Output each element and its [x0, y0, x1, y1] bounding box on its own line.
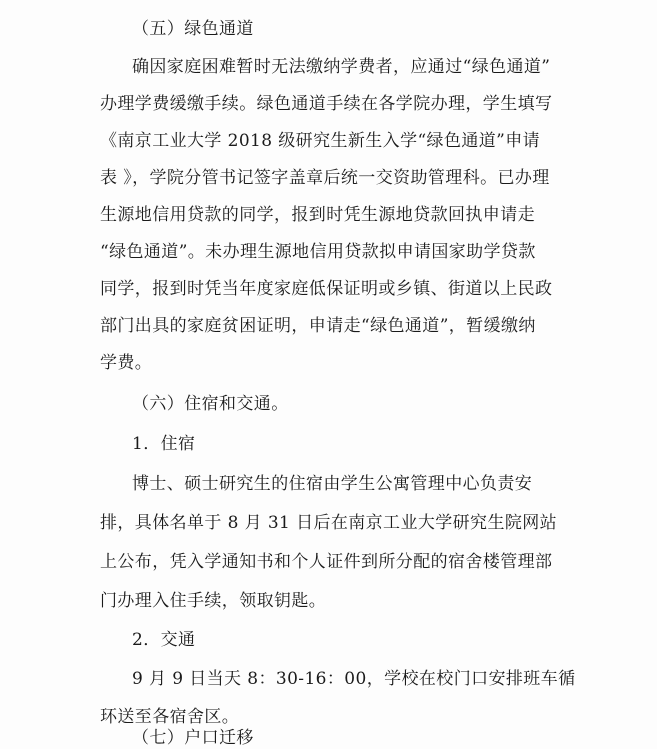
green-channel-para-line: 同学，报到时凭当年度家庭低保证明或乡镇、街道以上民政	[100, 279, 553, 299]
green-channel-para-line: 生源地信用贷款的同学，报到时凭生源地贷款回执申请走	[100, 205, 535, 225]
transport-para-line: 环送至各宿舍区。	[100, 707, 240, 727]
transport-para-line: 9 月 9 日当天 8：30-16：00，学校在校门口安排班车循	[132, 669, 576, 689]
housing-para-line: 排，具体名单于 8 月 31 日后在南京工业大学研究生院网站	[100, 513, 558, 533]
green-channel-para-line: 表 》，学院分管书记签字盖章后统一交资助管理科。已办理	[100, 168, 550, 188]
green-channel-para-line: 办理学费缓缴手续。绿色通道手续在各学院办理，学生填写	[100, 94, 553, 114]
green-channel-para-line: “绿色通道”。未办理生源地信用贷款拟申请国家助学贷款	[100, 242, 536, 262]
green-channel-para-line: 《南京工业大学 2018 级研究生新生入学“绿色通道”申请	[100, 131, 541, 151]
section-five-heading: （五）绿色通道	[132, 19, 254, 39]
housing-para-line: 门办理入住手续，领取钥匙。	[100, 591, 327, 611]
green-channel-para-line: 确因家庭困难暂时无法缴纳学费者，应通过“绿色通道”	[132, 57, 551, 77]
housing-para-line: 上公布，凭入学通知书和个人证件到所分配的宿舍楼管理部	[100, 552, 553, 572]
green-channel-para-line: 部门出具的家庭贫困证明，申请走“绿色通道”，暂缓缴纳	[100, 316, 536, 336]
subsection-housing-heading: 1．住宿	[132, 434, 196, 454]
section-six-heading: （六）住宿和交通。	[132, 394, 289, 414]
subsection-transport-heading: 2．交通	[132, 630, 196, 650]
housing-para-line: 博士、硕士研究生的住宿由学生公寓管理中心负责安	[132, 474, 533, 494]
section-seven-heading: （七）户口迁移	[132, 728, 254, 748]
green-channel-para-line: 学费。	[100, 353, 153, 373]
